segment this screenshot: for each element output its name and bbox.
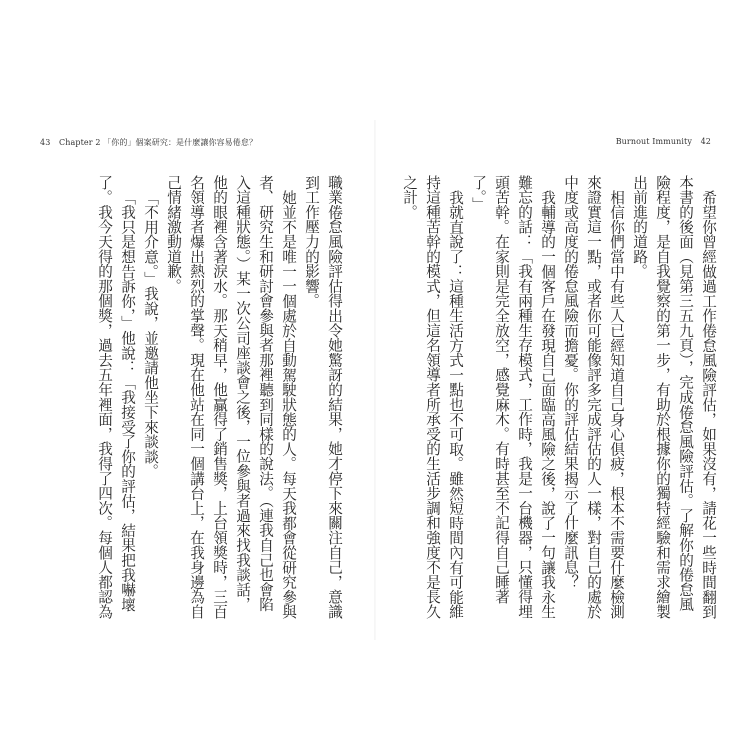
left-running-title: Chapter 2 「你的」個案研究：是什麼讓你容易倦怠？: [59, 138, 258, 147]
paragraph: 希望你曾經做過工作倦怠風險評估，如果沒有，請花一些時間翻到本書的後面（見第三五九頁），完成倦怠風險評估。了解你的倦怠風險程度，是自我覺察的第一步，有助於根據你的獨特經驗和需求繪製出前進的道路。: [631, 175, 717, 619]
paragraph: 我輔導的一個客戶在發現自己面臨高風險之後，說了一句讓我永生難忘的話：「我有兩種生存模式，工作時，我是一台機器，只懂得埋頭苦幹。在家則是完全放空，感覺麻木。有時甚至不記得自己睡著了。」: [470, 175, 556, 619]
paragraph: 我就直說了：這種生活方式一點也不可取。雖然短時間內有可能維持這種苦幹的模式，但這名領導者所承受的生活步調和強度不是長久之計。: [401, 175, 464, 619]
paragraph: 相信你們當中有些人已經知道自己身心俱疲，根本不需要什麼檢測來證實這一點，或者你可能像評多完成評估的人一樣，對自己的處於中度或高度的倦怠風險而擔憂。你的評估結果揭示了什麼訊息？: [562, 175, 625, 619]
left-page-body: [96, 175, 346, 625]
right-page-number: 42: [700, 137, 711, 146]
right-page-header: [616, 137, 717, 146]
dialogue-paragraph: 「我只是想告訴你，」他說：「我接受了你的評估，結果把我嚇壞了。我今天得的那個獎，過去五年裡面，我得了四次。每個人都認為: [96, 175, 136, 619]
paragraph: 職業倦怠風險評估得出令她驚訝的結果，她才停下來關注自己，意識到工作壓力的影響。: [303, 175, 343, 619]
left-page-header: [34, 137, 257, 148]
book-gutter: [374, 120, 376, 640]
right-running-title: Burnout Immunity: [615, 137, 692, 146]
paragraph: 她並不是唯一一個處於自動駕駛狀態的人。每天我都會從研究參與者、研究生和研討會參與者那裡聽到同樣的說法。（連我自己也會陷入這種狀態。）某一次公司座談會之後，一位參與者過來找我談話，他的眼裡含著淚水。那天稍早，他贏得了銷售獎，上台領獎時，三百名領導者爆出熱烈的掌聲。現在他站在同一個講台上，在我身邊為自己情緒激動道歉。: [165, 175, 297, 619]
right-page-body: [398, 175, 720, 625]
left-page-number: 43: [40, 138, 51, 147]
dialogue-paragraph: 「不用介意。」我說，並邀請他坐下來談談。: [142, 189, 159, 479]
